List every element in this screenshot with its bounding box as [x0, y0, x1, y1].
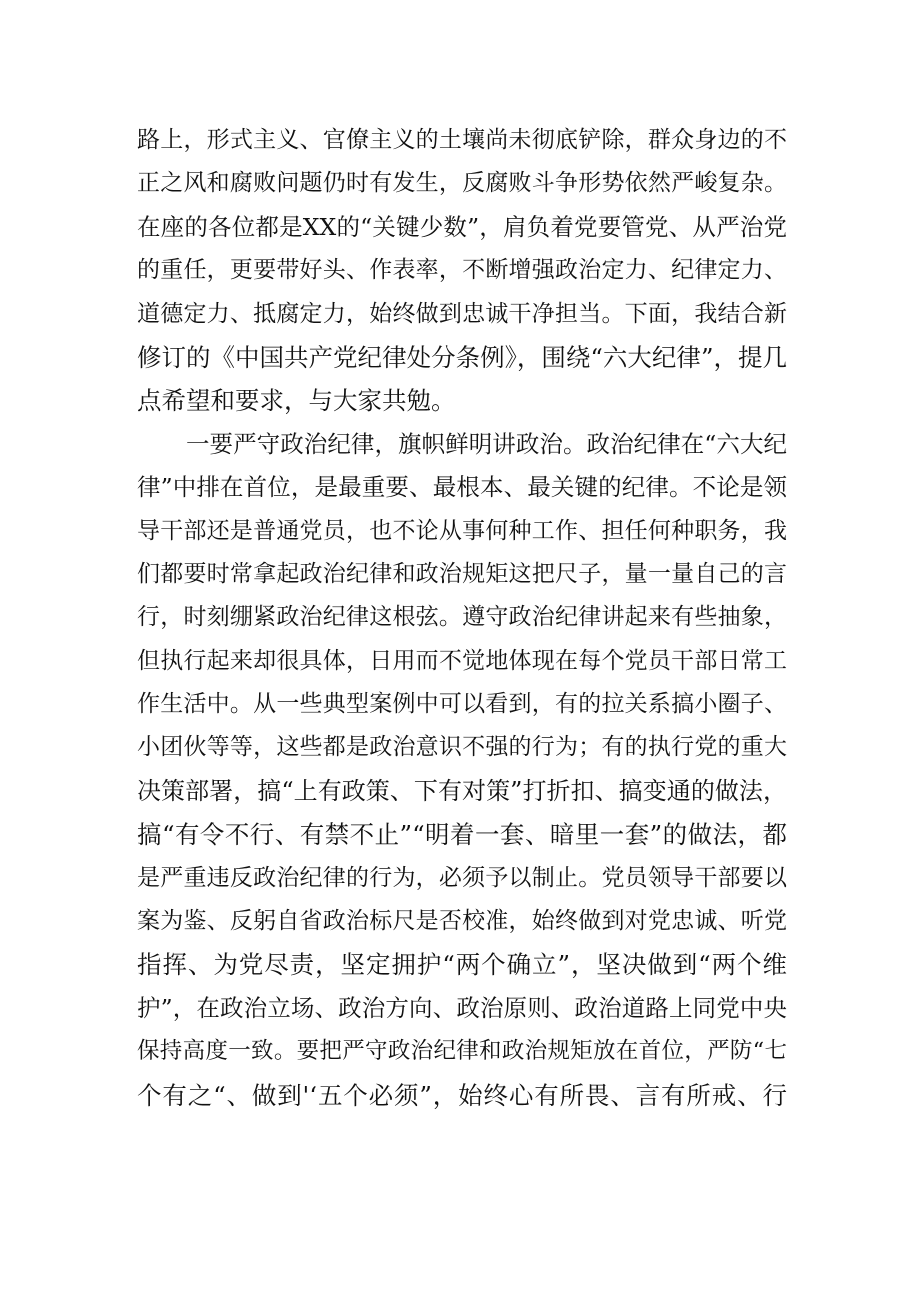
text-line: 律”中排在首位，是最重要、最根本、最关键的纪律。不论是领	[137, 473, 787, 502]
text-line: 护”，在政治立场、政治方向、政治原则、政治道路上同党中央	[137, 993, 787, 1022]
text-line: 搞“有令不行、有禁不止”“明着一套、暗里一套”的做法，都	[137, 820, 787, 850]
text-line: 的重任，更要带好头、作表率，不断增强政治定力、纪律定力、	[137, 257, 787, 284]
text-line: 导干部还是普通党员，也不论从事何种工作、担任何种职务，我	[137, 517, 787, 544]
text-line: 但执行起来却很具体，日用而不觉地体现在每个党员干部日常工	[137, 647, 787, 674]
text-line: 是严重违反政治纪律的行为，必须予以制止。党员领导干部要以	[137, 864, 787, 891]
text-line: 道德定力、抵腐定力，始终做到忠诚干净担当。下面，我结合新	[137, 300, 787, 327]
text-line: 行，时刻绷紧政治纪律这根弦。遵守政治纪律讲起来有些抽象，	[137, 604, 787, 631]
text-line: 作生活中。从一些典型案例中可以看到，有的拉关系搞小圈子、	[137, 691, 787, 718]
text-line: 决策部署，搞“上有政策、下有对策”打折扣、搞变通的做法，	[137, 776, 787, 805]
text-line: 路上，形式主义、官僚主义的土壤尚未彻底铲除，群众身边的不	[137, 127, 787, 153]
text-line: 案为鉴、反躬自省政治标尺是否校准，始终做到对党忠诚、听党	[137, 908, 787, 935]
text-line: 们都要时常拿起政治纪律和政治规矩这把尺子，量一量自己的言	[137, 560, 787, 587]
text-line: 指挥、为党尽责，坚定拥护“两个确立”，坚决做到“两个维	[137, 950, 787, 980]
text-line: 在座的各位都是XX的“关键少数”，肩负着党要管党、从严治党	[137, 212, 787, 241]
text-line: 点希望和要求，与大家共勉。	[137, 386, 456, 416]
document-body	[137, 119, 787, 1117]
text-line: 保持高度一致。要把严守政治纪律和政治规矩放在首位，严防“七	[137, 1038, 787, 1065]
text-line: 修订的《中国共产党纪律处分条例》，围绕“六大纪律”，提几	[137, 342, 787, 372]
text-line: 小团伙等等，这些都是政治意识不强的行为；有的执行党的重大	[137, 734, 787, 761]
paragraph-first-line: 一要严守政治纪律，旗帜鲜明讲政治。政治纪律在“六大纪	[186, 429, 787, 458]
text-line: 正之风和腐败问题仍时有发生，反腐败斗争形势依然严峻复杂。	[137, 170, 787, 197]
text-line: 个有之“、做到'‘五个必须”，始终心有所畏、言有所戒、行	[137, 1080, 787, 1110]
